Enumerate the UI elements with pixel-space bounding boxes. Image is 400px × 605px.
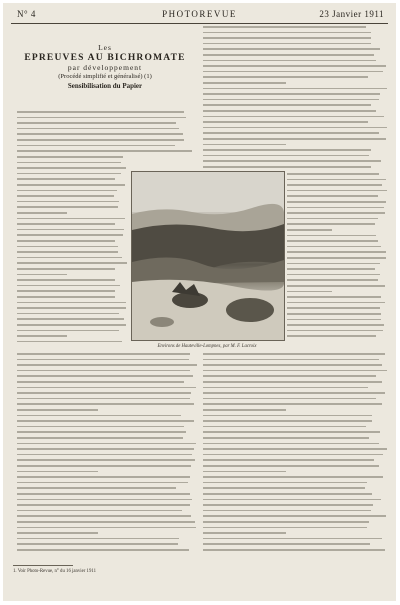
text-line <box>203 431 380 433</box>
text-line <box>203 82 286 84</box>
text-line <box>17 251 118 253</box>
text-line <box>203 532 286 534</box>
landscape-photograph <box>131 171 285 341</box>
text-line <box>203 370 387 372</box>
text-line <box>203 437 369 439</box>
text-line <box>203 93 380 95</box>
text-line <box>287 274 380 276</box>
text-line <box>17 403 194 405</box>
journal-title: PHOTOREVUE <box>162 9 237 19</box>
text-line <box>287 246 381 248</box>
text-line <box>203 543 370 545</box>
text-line <box>203 116 384 118</box>
text-line <box>287 302 385 304</box>
text-line <box>287 307 380 309</box>
text-line <box>17 162 121 164</box>
text-line <box>287 291 332 293</box>
magazine-page <box>3 3 396 601</box>
text-line <box>17 133 183 135</box>
text-line <box>17 465 191 467</box>
text-line <box>17 240 115 242</box>
text-line <box>203 387 368 389</box>
text-line <box>203 138 386 140</box>
text-line <box>287 218 378 220</box>
article-heading-les: Les <box>98 43 112 52</box>
page-number: N° 4 <box>17 9 36 19</box>
text-line <box>17 257 122 259</box>
text-line <box>17 173 121 175</box>
text-line <box>203 538 382 540</box>
text-line <box>203 487 365 489</box>
text-line <box>287 268 375 270</box>
text-line <box>17 398 190 400</box>
text-line <box>287 201 386 203</box>
section-title: Sensibilisation du Papier <box>67 82 143 90</box>
text-line <box>17 341 122 343</box>
text-line <box>17 212 67 214</box>
text-line <box>17 543 178 545</box>
text-line <box>203 426 366 428</box>
text-line <box>17 538 179 540</box>
article-heading-sub: par développement <box>67 63 143 72</box>
text-line <box>17 471 98 473</box>
text-line <box>17 234 123 236</box>
text-line <box>203 521 369 523</box>
article-subtitle: (Procédé simplifié et généralisé) (1) <box>58 73 152 80</box>
text-line <box>203 515 386 517</box>
text-line <box>17 527 196 529</box>
page-header <box>3 9 396 23</box>
text-line <box>203 43 371 45</box>
text-line <box>17 454 192 456</box>
text-line <box>17 246 118 248</box>
article-title-block <box>15 43 195 90</box>
text-line <box>203 504 373 506</box>
text-line <box>203 54 374 56</box>
text-line <box>17 330 119 332</box>
text-line <box>203 420 372 422</box>
text-line <box>17 313 119 315</box>
photo-caption: Environs de Hauteville-Lompnes, par M. F. Lacroix <box>157 344 257 349</box>
header-rule <box>11 23 388 24</box>
text-line <box>203 381 382 383</box>
text-line <box>17 145 175 147</box>
text-line <box>203 60 376 62</box>
text-line <box>203 443 379 445</box>
text-line <box>287 240 378 242</box>
text-line <box>17 178 115 180</box>
text-line <box>203 493 372 495</box>
text-line <box>203 527 367 529</box>
text-line <box>203 48 380 50</box>
text-line <box>203 476 383 478</box>
text-line <box>17 262 127 264</box>
text-line <box>287 263 380 265</box>
text-line <box>17 370 190 372</box>
text-line <box>17 302 126 304</box>
text-line <box>203 375 376 377</box>
text-line <box>203 353 385 355</box>
text-line <box>203 454 383 456</box>
text-line <box>287 279 378 281</box>
text-line <box>203 160 381 162</box>
text-line <box>17 206 118 208</box>
text-line <box>203 76 368 78</box>
text-line <box>203 448 387 450</box>
text-line <box>17 279 115 281</box>
text-line <box>203 65 386 67</box>
text-line <box>287 330 383 332</box>
text-line <box>17 335 67 337</box>
text-line <box>287 257 386 259</box>
text-line <box>17 459 195 461</box>
text-line <box>203 32 371 34</box>
text-line <box>17 223 115 225</box>
text-line <box>17 111 184 113</box>
text-line <box>17 184 125 186</box>
text-line <box>203 398 376 400</box>
text-line <box>287 335 376 337</box>
text-line <box>17 426 184 428</box>
text-line <box>203 110 376 112</box>
text-line <box>17 476 190 478</box>
text-line <box>17 290 115 292</box>
text-line <box>203 392 385 394</box>
text-line <box>17 415 181 417</box>
text-line <box>17 364 197 366</box>
text-line <box>203 127 387 129</box>
text-line <box>203 149 371 151</box>
text-line <box>287 296 381 298</box>
text-line <box>17 359 189 361</box>
text-line <box>17 437 183 439</box>
issue-date: 23 Janvier 1911 <box>319 9 384 19</box>
text-line <box>203 132 379 134</box>
text-line <box>287 285 385 287</box>
text-line <box>17 381 184 383</box>
text-line <box>287 195 378 197</box>
text-line <box>17 150 192 152</box>
text-line <box>287 235 376 237</box>
text-line <box>203 166 371 168</box>
text-line <box>17 443 196 445</box>
text-line <box>203 471 286 473</box>
text-line <box>17 268 115 270</box>
text-line <box>17 324 126 326</box>
text-line <box>17 307 126 309</box>
text-line <box>287 173 379 175</box>
text-line <box>17 487 176 489</box>
text-line <box>203 409 286 411</box>
text-line <box>17 499 192 501</box>
text-line <box>287 324 384 326</box>
text-line <box>17 353 190 355</box>
text-line <box>203 37 371 39</box>
text-line <box>287 319 381 321</box>
text-line <box>203 99 379 101</box>
text-line <box>203 510 371 512</box>
text-line <box>17 218 125 220</box>
text-line <box>17 493 190 495</box>
footnote: 1. Voir Photo-Revue, n° du 16 janvier 1911 <box>13 569 96 574</box>
text-line <box>287 212 385 214</box>
text-line <box>17 296 115 298</box>
text-line <box>17 285 120 287</box>
text-line <box>17 448 194 450</box>
text-line <box>287 223 375 225</box>
text-line <box>203 459 374 461</box>
text-line <box>203 88 387 90</box>
text-line <box>17 521 195 523</box>
text-line <box>17 504 190 506</box>
text-line <box>17 387 196 389</box>
text-line <box>203 359 379 361</box>
text-line <box>17 392 191 394</box>
text-line <box>287 184 382 186</box>
text-line <box>203 26 366 28</box>
text-line <box>17 139 184 141</box>
text-line <box>203 121 368 123</box>
text-line <box>17 167 126 169</box>
text-line <box>203 155 369 157</box>
text-line <box>203 71 383 73</box>
text-line <box>17 156 123 158</box>
text-line <box>17 229 124 231</box>
text-line <box>17 409 98 411</box>
text-line <box>287 229 332 231</box>
text-line <box>17 318 124 320</box>
text-line <box>17 128 179 130</box>
text-line <box>203 482 367 484</box>
text-line <box>287 179 386 181</box>
text-line <box>287 207 384 209</box>
text-line <box>203 364 382 366</box>
text-line <box>17 549 189 551</box>
text-line <box>203 499 381 501</box>
text-line <box>17 201 119 203</box>
article-heading: EPREUVES AU BICHROMATE <box>24 53 186 63</box>
text-line <box>203 465 379 467</box>
text-line <box>287 251 386 253</box>
text-line <box>203 104 371 106</box>
text-line <box>203 415 372 417</box>
text-line <box>17 482 188 484</box>
text-line <box>17 420 194 422</box>
text-line <box>17 515 191 517</box>
text-line <box>17 117 186 119</box>
text-line <box>17 532 98 534</box>
text-line <box>287 190 387 192</box>
text-line <box>203 403 382 405</box>
text-line <box>17 431 186 433</box>
text-line <box>17 122 176 124</box>
text-line <box>17 510 182 512</box>
text-line <box>203 144 286 146</box>
text-line <box>17 274 67 276</box>
footnote-rule <box>13 565 73 566</box>
text-line <box>17 375 193 377</box>
text-line <box>17 195 114 197</box>
text-line <box>17 190 117 192</box>
text-line <box>287 313 381 315</box>
text-line <box>203 549 385 551</box>
